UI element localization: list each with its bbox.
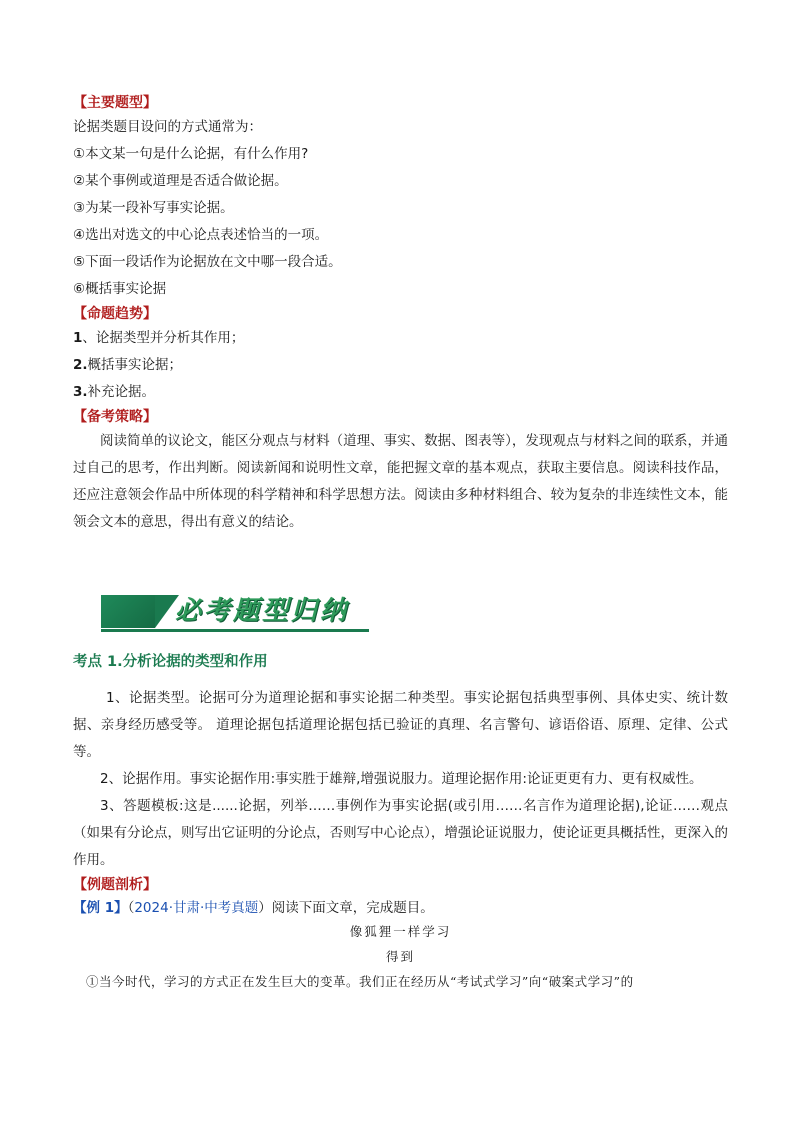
- strategy-heading: 【备考策略】: [73, 409, 157, 425]
- article-paragraph: ①当今时代，学习的方式正在发生巨大的变革。我们正在经历从“考试式学习”向“破案式学习”的: [86, 974, 634, 989]
- trends-item-text: 补充论据。: [87, 384, 156, 400]
- trends-item-text: 概括事实论据；: [87, 357, 183, 373]
- intro-content: [73, 92, 728, 536]
- article-title: 像狐狸一样学习: [349, 924, 452, 939]
- main-types-item: ⑤下面一段话作为论据放在文中哪一段合适。: [73, 254, 342, 270]
- kaodian-paragraph: 2、论据作用。事实论据作用:事实胜于雄辩,增强说服力。道理论据作用:论证更更有力、更有权威性。: [100, 771, 703, 787]
- article-author: 得到: [385, 949, 415, 964]
- example-question-line: [73, 896, 728, 920]
- kaodian-content: [73, 685, 728, 994]
- trends-item: [73, 325, 728, 352]
- example-heading: 【例题剖析】: [73, 877, 157, 893]
- trends-heading: 【命题趋势】: [73, 306, 157, 322]
- kaodian-title: 考点 1.分析论据的类型和作用: [73, 654, 268, 670]
- main-types-intro: 论据类题目设问的方式通常为：: [73, 119, 262, 135]
- example-source-close: ）: [258, 900, 272, 916]
- main-types-item: ②某个事例或道理是否适合做论据。: [73, 173, 288, 189]
- main-types-item: ③为某一段补写事实论据。: [73, 200, 234, 216]
- trends-item: [73, 379, 728, 406]
- main-types-item: ④选出对选文的中心论点表述恰当的一项。: [73, 227, 329, 243]
- example-tag: 【例 1】: [73, 900, 128, 916]
- main-types-item: ①本文某一句是什么论据，有什么作用?: [73, 146, 309, 162]
- kaodian-paragraph: 3、答题模板:这是......论据，列举……事例作为事实论据(或引用……名言作为道理论据),论证……观点（如果有分论点，则写出它证明的分论点，否则写中心论点），增强论证说服力，使论证更具概括性，更深入的作用。: [73, 798, 728, 868]
- banner-block-decoration: [101, 595, 155, 628]
- kaodian-paragraph: 1、论据类型。论据可分为道理论据和事实论据二种类型。事实论据包括典型事例、具体史实、统计数据、亲身经历感受等。 道理论据包括道理论据包括已验证的真理、名言警句、谚语俗语、原理、定律、公式等。: [73, 690, 728, 760]
- strategy-paragraph: 阅读简单的议论文，能区分观点与材料（道理、事实、数据、图表等），发现观点与材料之间的联系，并通过自己的思考，作出判断。阅读新闻和说明性文章，能把握文章的基本观点，获取主要信息。阅读科技作品，还应注意领会作品中所体现的科学精神和科学思想方法。阅读由多种材料组合、较为复杂的非连续性文本，能领会文本的意思，得出有意义的结论。: [73, 433, 728, 530]
- trends-item-number: 1: [73, 330, 83, 346]
- trends-item: [73, 352, 728, 379]
- trends-item-number: 2.: [73, 357, 88, 373]
- main-types-heading: 【主要题型】: [73, 95, 157, 111]
- example-source: 2024·甘肃·中考真题: [134, 900, 259, 916]
- example-source-open: （: [127, 900, 135, 916]
- example-instruction: 阅读下面文章，完成题目。: [271, 900, 434, 916]
- section-banner: [101, 592, 371, 634]
- section-title: 必考题型归纳: [175, 596, 350, 626]
- main-types-item: ⑥概括事实论据: [73, 281, 167, 297]
- trends-item-text: 、论据类型并分析其作用；: [82, 330, 245, 346]
- trends-item-number: 3.: [73, 384, 88, 400]
